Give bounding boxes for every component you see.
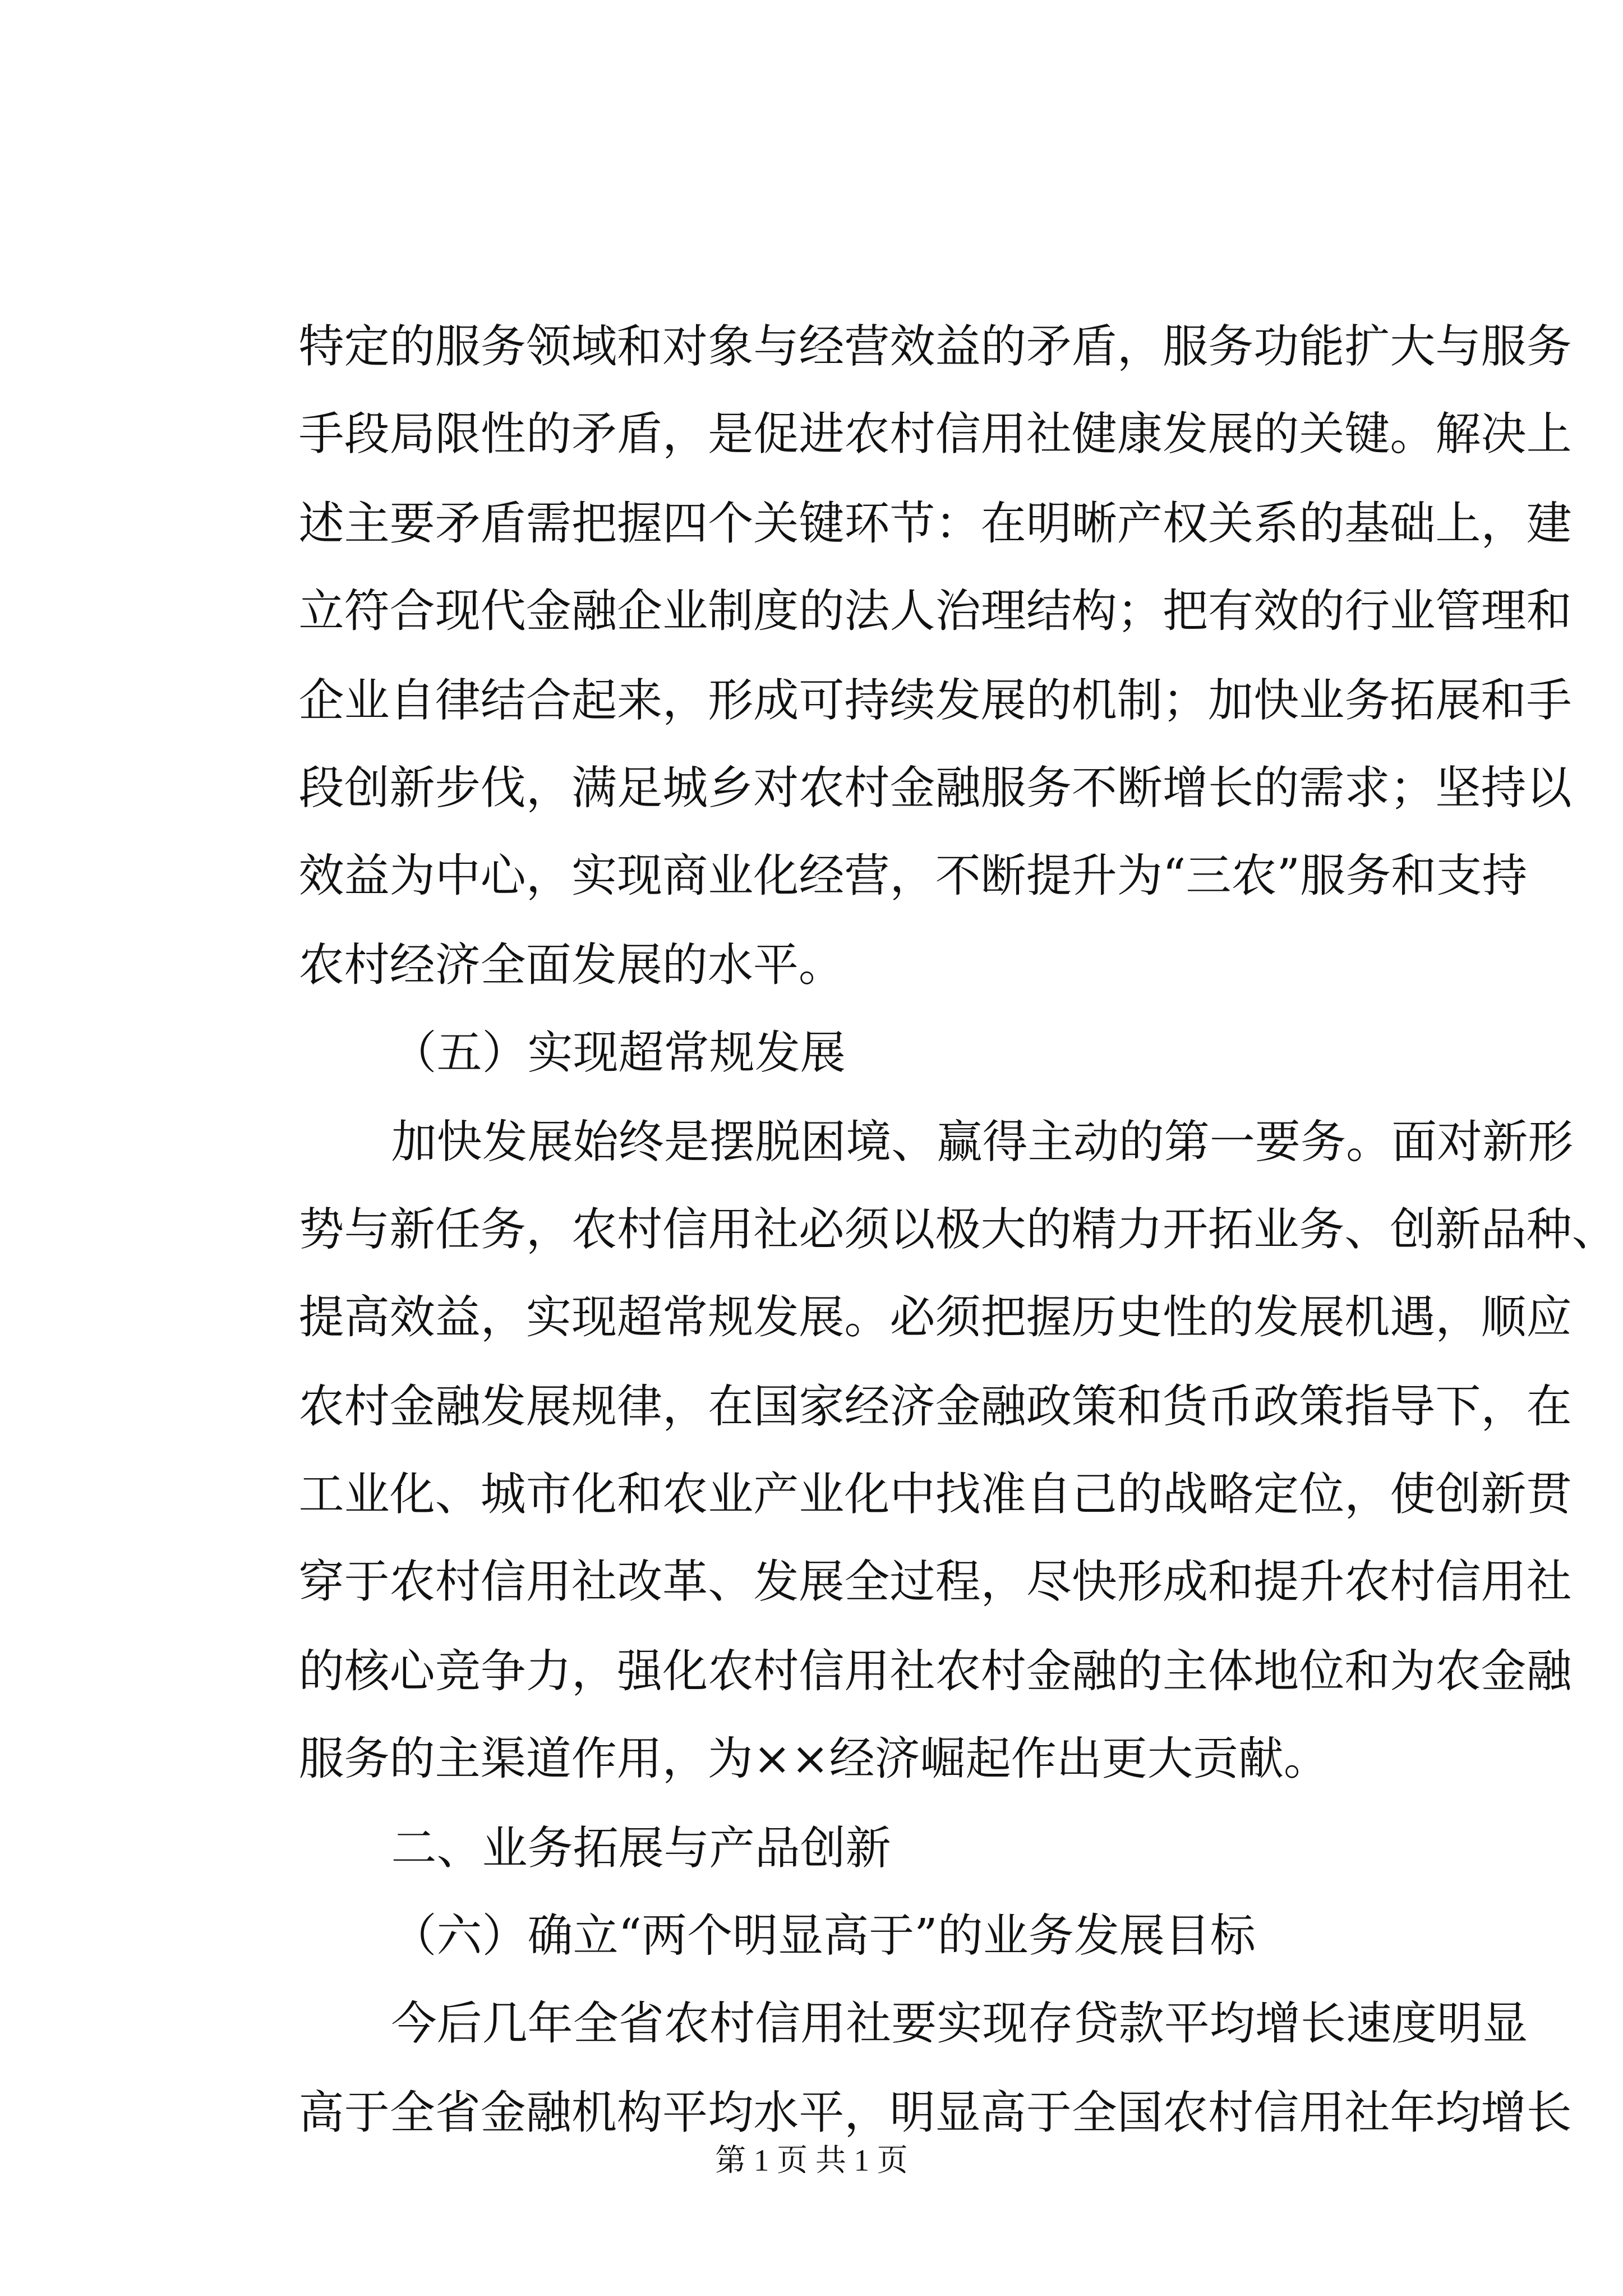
- text-line: （六）确立“两个明显高于”的业务发展目标: [391, 1909, 1256, 1963]
- text-line: 提 高 效 益 ， 实 现 超 常 规 发 展 。 必 须 把 握 历 史 性 的 发 展 机 遇 ， 顺 应: [298, 1291, 1572, 1345]
- text-line: 效 益 为 中 心 ， 实 现 商 业 化 经 营 ， 不 断 提 升 为 “ 三 农 ” 服 务 和 支 持: [298, 849, 1528, 904]
- text-line: 立 符 合 现 代 金 融 企 业 制 度 的 法 人 治 理 结 构 ； 把 有 效 的 行 业 管 理 和: [298, 585, 1572, 638]
- text-line: 特 定 的 服 务 领 域 和 对 象 与 经 营 效 益 的 矛 盾 ， 服 务 功 能 扩 大 与 服 务: [298, 320, 1572, 374]
- text-line: （五）实现超常规发展: [391, 1026, 846, 1080]
- body-text: [298, 303, 1617, 2158]
- text-line: 高 于 全 省 金 融 机 构 平 均 水 平 ， 明 显 高 于 全 国 农 村 信 用 社 年 均 增 长: [298, 2086, 1572, 2139]
- text-line: 加 快 发 展 始 终 是 摆 脱 困 境 、 赢 得 主 动 的 第 一 要 务 。 面 对 新 形: [391, 1114, 1574, 1168]
- text-line: 企 业 自 律 结 合 起 来 ， 形 成 可 持 续 发 展 的 机 制 ； 加 快 业 务 拓 展 和 手: [298, 673, 1572, 727]
- text-line: 段 创 新 步 伐 ， 满 足 城 乡 对 农 村 金 融 服 务 不 断 增 长 的 需 求 ； 坚 持 以: [298, 761, 1572, 815]
- page-footer: 第 1 页 共 1 页: [715, 2144, 908, 2179]
- text-line: 服务的主渠道作用，为××经济崛起作出更大贡献。: [298, 1732, 1330, 1787]
- text-line: 农 村 金 融 发 展 规 律 ， 在 国 家 经 济 金 融 政 策 和 货 币 政 策 指 导 下 ， 在: [298, 1379, 1572, 1433]
- text-line: 手 段 局 限 性 的 矛 盾 ， 是 促 进 农 村 信 用 社 健 康 发 展 的 关 键 。 解 决 上: [298, 408, 1572, 462]
- text-line: 的 核 心 竞 争 力 ， 强 化 农 村 信 用 社 农 村 金 融 的 主 体 地 位 和 为 农 金 融: [298, 1644, 1572, 1698]
- text-line: 今 后 几 年 全 省 农 村 信 用 社 要 实 现 存 贷 款 平 均 增 长 速 度 明 显: [391, 1997, 1528, 2051]
- text-line: 势 与 新 任 务 ， 农 村 信 用 社 必 须 以 极 大 的 精 力 开 拓 业 务 、 创 新 品 种 、: [298, 1203, 1617, 1257]
- text-line: 农村经济全面发展的水平。: [298, 937, 844, 992]
- text-line: 穿 于 农 村 信 用 社 改 革 、 发 展 全 过 程 ， 尽 快 形 成 和 提 升 农 村 信 用 社: [298, 1556, 1572, 1610]
- text-line: 工 业 化 、 城 市 化 和 农 业 产 业 化 中 找 准 自 己 的 战 略 定 位 ， 使 创 新 贯: [298, 1467, 1572, 1521]
- text-line: 述 主 要 矛 盾 需 把 握 四 个 关 键 环 节 ： 在 明 晰 产 权 关 系 的 基 础 上 ， 建: [298, 496, 1572, 550]
- text-line: 二、业务拓展与产品创新: [391, 1821, 891, 1875]
